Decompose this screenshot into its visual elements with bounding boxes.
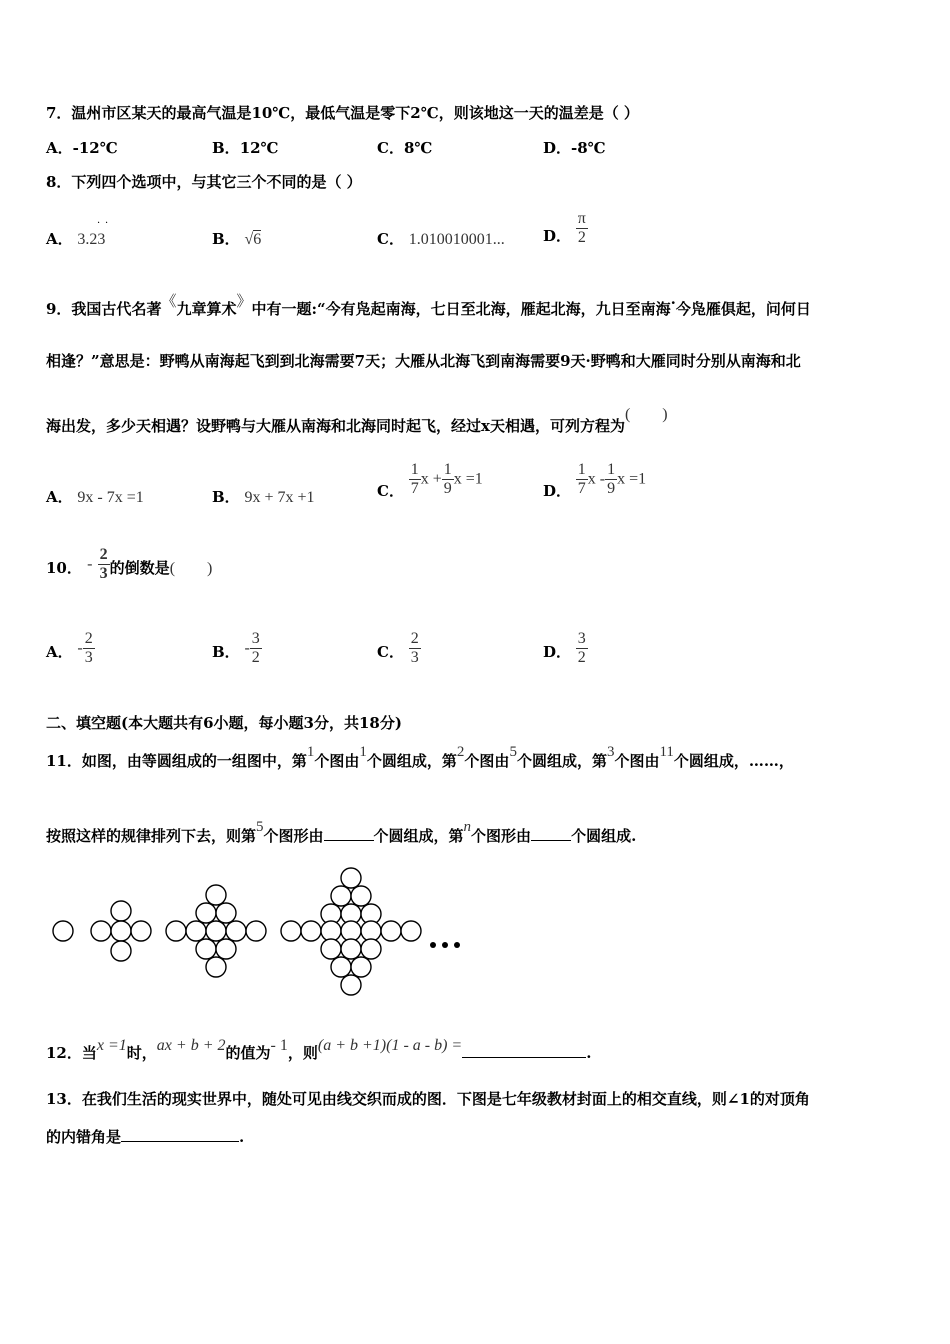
figure-4 [281,868,421,995]
q7-option-c: C．8℃ [377,139,433,157]
q9-line2: 相逢？”意思是：野鸭从南海起飞到到北海需要7天；大雁从北海飞到南海需要9天·野鸭和大雁同时分别从南海和北 [46,352,801,370]
answer-paren: ( ) [624,406,668,423]
sqrt-sign: √ [244,231,254,248]
answer-blank[interactable] [324,840,374,841]
q8-option-b: B． √6 [212,230,262,248]
q7-option-b: B．12℃ [212,139,279,157]
q9-option-d: D． $\frac{1}{7}$ x - $\frac{1}{9}$ x =1 [543,461,647,500]
q9-line3: 海出发，多少天相遇？设野鸭与大雁从南海和北海同时起飞，经过x天相遇，可列方程为( ) [46,406,668,435]
q8-stem: 8．下列四个选项中，与其它三个不同的是（ ） [46,173,362,191]
q12-line: 12．当x =1时，ax + b + 2的值为- 1，则(a + b +1)(1 - a - b) = . [46,1037,592,1062]
q10-stem: 10． - $\frac{2}{3}$ 的倒数是( ) [46,546,213,582]
q7-option-d: D．-8℃ [543,139,606,157]
answer-blank[interactable] [121,1141,239,1142]
answer-blank[interactable] [531,840,571,841]
q10-option-b: B． - $\frac{3}{2}$ [212,630,260,666]
q13-line1: 13．在我们生活的现实世界中，随处可见由线交织而成的图．下图是七年级教材封面上的相交直线，则∠1的对顶角 [46,1090,810,1108]
circle-pattern-figure [40,860,480,1000]
q7-option-a: A．-12℃ [46,139,118,157]
figure-3 [166,885,266,977]
q10-option-d: D． $\frac{3}{2}$ [543,630,586,666]
answer-paren: ( ) [169,559,213,577]
repeating-decimal: 3.23 [77,231,106,248]
ellipsis-dots [430,942,460,948]
q10-option-a: A． - $\frac{2}{3}$ [46,630,93,666]
answer-blank[interactable] [462,1057,586,1058]
figure-2 [91,901,151,961]
q10-option-c: C． $\frac{2}{3}$ [377,630,419,666]
section-heading: 二、填空题(本大题共有6小题，每小题3分，共18分) [46,714,402,732]
q8-option-a: A． 3.23 · · [46,218,109,248]
repeating-dot-2: · [105,218,109,229]
q13-line2: 的内错角是 . [46,1128,245,1146]
repeating-dot-1: · [97,218,101,229]
q9-option-b: B． 9x + 7x +1 [212,488,315,506]
book-title: 九章算术 [176,300,237,318]
q7-stem: 7．温州市区某天的最高气温是10℃，最低气温是零下2℃，则该地这一天的温差是（ ） [46,104,639,122]
figure-1 [53,921,73,941]
q8-option-d: D． $\frac{\pi}{2}$ [543,210,586,246]
q9-option-c: C． $\frac{1}{7}$ x + $\frac{1}{9}$ x =1 [377,461,483,500]
q11-line1: 11．如图，由等圆组成的一组图中，第1个图由1个圆组成，第2个图由5个圆组成，第3个图由11个圆组成，……， [46,744,794,770]
q11-line2: 按照这样的规律排列下去，则第5个图形由 个圆组成，第n个图形由 个圆组成. [46,819,637,845]
q9-option-a: A． 9x - 7x =1 [46,488,144,506]
fraction-pi-over-2: $\frac{\pi}{2}$ [577,210,586,246]
q8-option-c: C． 1.010010001... [377,230,505,248]
radicand: 6 [253,231,262,248]
q9-line1: 9．我国古代名著《九章算术》中有一题:“今有凫起南海，七日至北海，雁起北海，九日至南海·今凫雁俱起，问何日 [46,292,811,318]
